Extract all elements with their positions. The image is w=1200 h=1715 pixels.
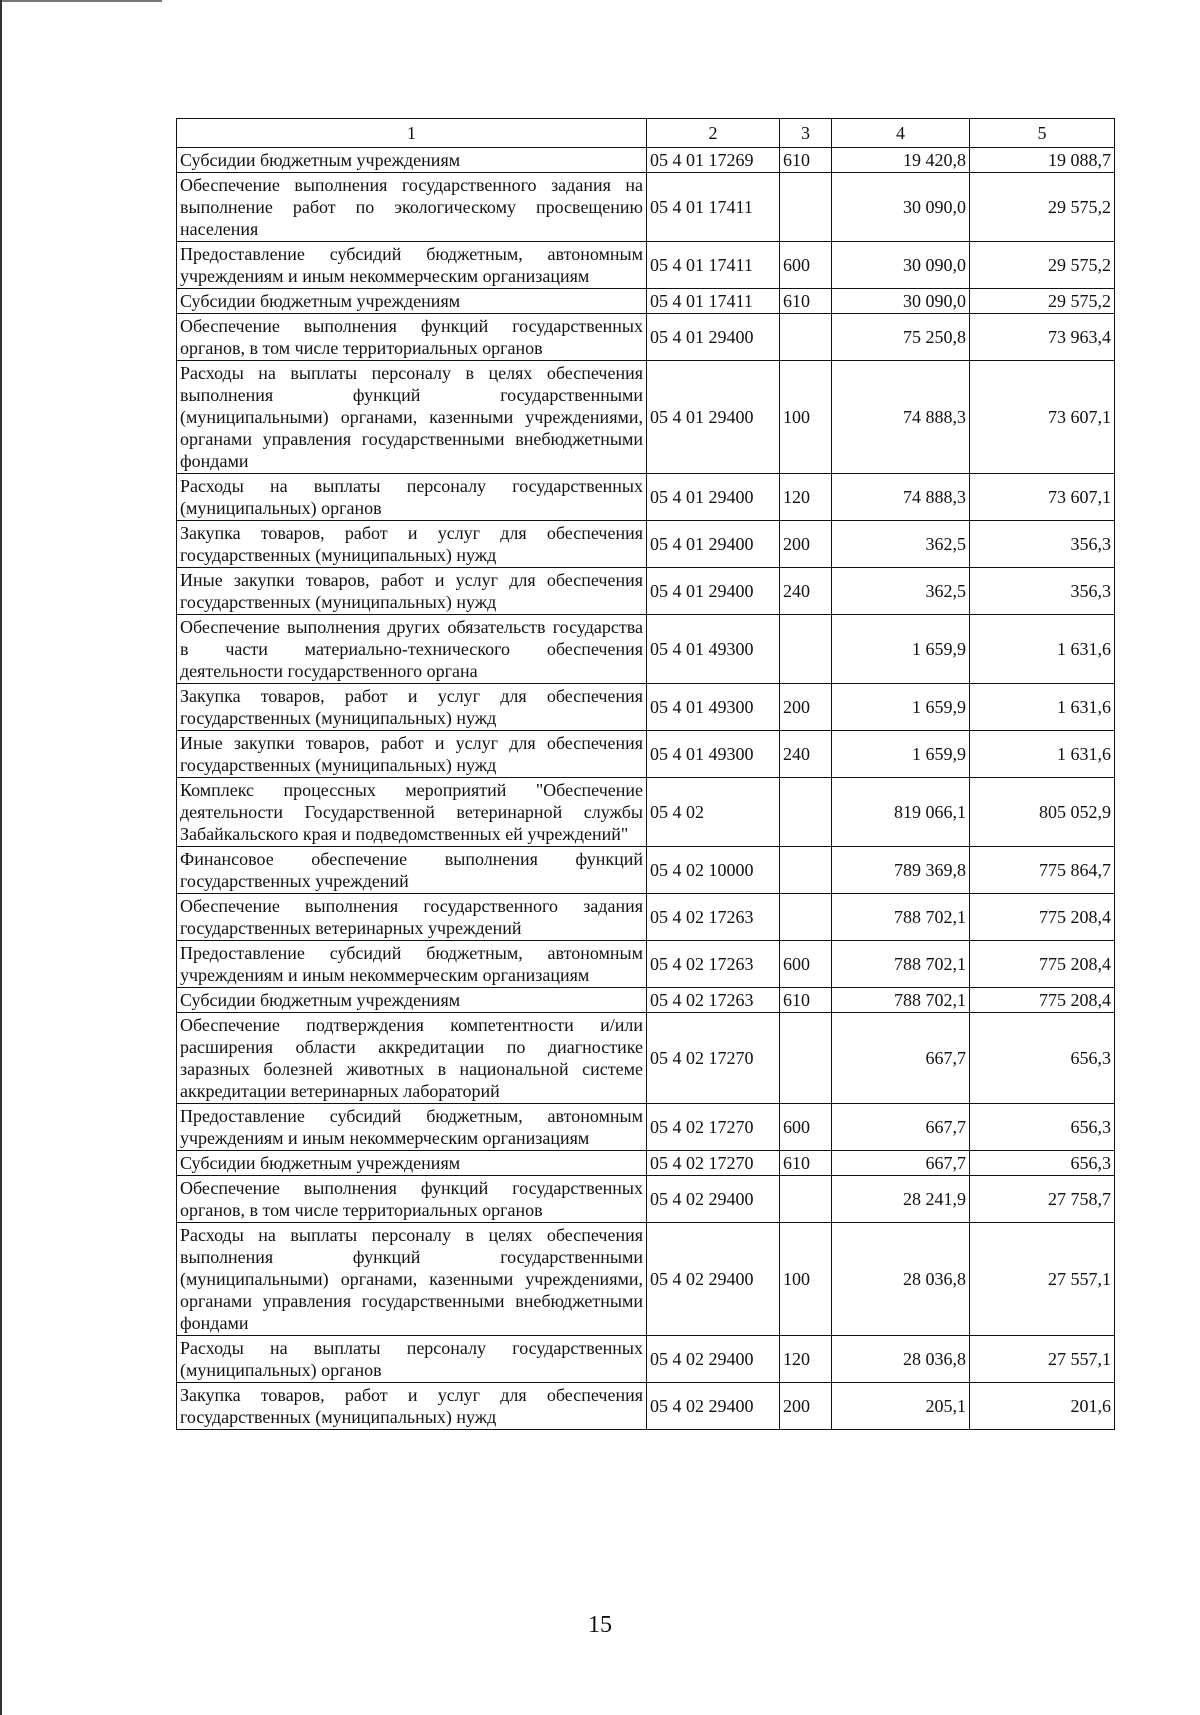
row-value-col5-cell: 1 631,6	[970, 615, 1115, 684]
column-header-1: 1	[177, 119, 647, 148]
row-value-col4-cell: 1 659,9	[832, 731, 970, 778]
row-name-cell: Комплекс процессных мероприятий "Обеспечение деятельности Государственной ветеринарной службы Забайкальского края и подведомственных ей учреждений"	[177, 778, 647, 847]
row-value-col5-cell: 29 575,2	[970, 173, 1115, 242]
row-name-cell: Предоставление субсидий бюджетным, автономным учреждениям и иным некоммерческим организациям	[177, 941, 647, 988]
row-expense-type-cell: 240	[780, 568, 832, 615]
row-name-cell: Иные закупки товаров, работ и услуг для обеспечения государственных (муниципальных) нужд	[177, 731, 647, 778]
table-row	[177, 148, 1115, 173]
row-code-cell: 05 4 02 29400	[647, 1383, 780, 1430]
scan-edge-line	[0, 0, 2, 1715]
table-row	[177, 1176, 1115, 1223]
row-code-cell: 05 4 01 29400	[647, 474, 780, 521]
row-expense-type-cell: 240	[780, 731, 832, 778]
row-value-col4-cell: 819 066,1	[832, 778, 970, 847]
table-row	[177, 521, 1115, 568]
row-code-cell: 05 4 02 29400	[647, 1336, 780, 1383]
row-expense-type-cell	[780, 314, 832, 361]
table-row	[177, 1336, 1115, 1383]
row-name-cell: Расходы на выплаты персоналу в целях обеспечения выполнения функций государственными (муниципальными) органами, казенными учреждениями, органами управления государственными внебюджетными фондами	[177, 361, 647, 474]
scan-edge-line-top	[2, 0, 162, 2]
row-value-col5-cell: 356,3	[970, 521, 1115, 568]
row-expense-type-cell: 200	[780, 684, 832, 731]
row-expense-type-cell	[780, 173, 832, 242]
row-expense-type-cell: 600	[780, 1104, 832, 1151]
row-expense-type-cell	[780, 847, 832, 894]
row-code-cell: 05 4 02 10000	[647, 847, 780, 894]
row-name-cell: Закупка товаров, работ и услуг для обеспечения государственных (муниципальных) нужд	[177, 521, 647, 568]
row-value-col4-cell: 667,7	[832, 1013, 970, 1104]
row-name-cell: Субсидии бюджетным учреждениям	[177, 289, 647, 314]
row-value-col5-cell: 1 631,6	[970, 684, 1115, 731]
row-value-col5-cell: 1 631,6	[970, 731, 1115, 778]
column-header-5: 5	[970, 119, 1115, 148]
row-value-col4-cell: 788 702,1	[832, 941, 970, 988]
row-name-cell: Субсидии бюджетным учреждениям	[177, 988, 647, 1013]
row-value-col4-cell: 74 888,3	[832, 361, 970, 474]
row-expense-type-cell: 200	[780, 1383, 832, 1430]
column-header-4: 4	[832, 119, 970, 148]
row-code-cell: 05 4 01 17411	[647, 242, 780, 289]
row-value-col5-cell: 19 088,7	[970, 148, 1115, 173]
row-name-cell: Предоставление субсидий бюджетным, автономным учреждениям и иным некоммерческим организациям	[177, 1104, 647, 1151]
row-value-col4-cell: 1 659,9	[832, 684, 970, 731]
row-value-col4-cell: 74 888,3	[832, 474, 970, 521]
row-value-col4-cell: 667,7	[832, 1104, 970, 1151]
row-value-col5-cell: 656,3	[970, 1104, 1115, 1151]
row-value-col4-cell: 28 241,9	[832, 1176, 970, 1223]
row-value-col4-cell: 28 036,8	[832, 1223, 970, 1336]
row-code-cell: 05 4 01 49300	[647, 684, 780, 731]
row-code-cell: 05 4 01 29400	[647, 521, 780, 568]
row-code-cell: 05 4 01 17269	[647, 148, 780, 173]
row-expense-type-cell: 610	[780, 148, 832, 173]
row-expense-type-cell	[780, 1013, 832, 1104]
row-name-cell: Финансовое обеспечение выполнения функций государственных учреждений	[177, 847, 647, 894]
page-number: 15	[588, 1612, 612, 1638]
row-name-cell: Субсидии бюджетным учреждениям	[177, 1151, 647, 1176]
table-row	[177, 474, 1115, 521]
table-row	[177, 615, 1115, 684]
row-value-col4-cell: 30 090,0	[832, 289, 970, 314]
row-value-col4-cell: 362,5	[832, 521, 970, 568]
row-value-col5-cell: 29 575,2	[970, 242, 1115, 289]
table-row	[177, 314, 1115, 361]
row-code-cell: 05 4 01 29400	[647, 361, 780, 474]
row-value-col4-cell: 30 090,0	[832, 242, 970, 289]
row-name-cell: Субсидии бюджетным учреждениям	[177, 148, 647, 173]
row-value-col5-cell: 656,3	[970, 1013, 1115, 1104]
row-value-col4-cell: 667,7	[832, 1151, 970, 1176]
row-name-cell: Расходы на выплаты персоналу государственных (муниципальных) органов	[177, 1336, 647, 1383]
row-value-col4-cell: 28 036,8	[832, 1336, 970, 1383]
row-value-col5-cell: 656,3	[970, 1151, 1115, 1176]
row-code-cell: 05 4 01 49300	[647, 615, 780, 684]
row-expense-type-cell: 610	[780, 988, 832, 1013]
table-row	[177, 988, 1115, 1013]
row-code-cell: 05 4 01 49300	[647, 731, 780, 778]
row-value-col4-cell: 788 702,1	[832, 988, 970, 1013]
table-row	[177, 894, 1115, 941]
row-expense-type-cell	[780, 615, 832, 684]
row-code-cell: 05 4 02 17263	[647, 894, 780, 941]
row-value-col5-cell: 356,3	[970, 568, 1115, 615]
row-name-cell: Обеспечение выполнения других обязательств государства в части материально-технического обеспечения деятельности государственного органа	[177, 615, 647, 684]
row-code-cell: 05 4 02 17263	[647, 941, 780, 988]
row-value-col4-cell: 30 090,0	[832, 173, 970, 242]
row-code-cell: 05 4 02	[647, 778, 780, 847]
row-value-col5-cell: 201,6	[970, 1383, 1115, 1430]
row-name-cell: Обеспечение подтверждения компетентности и/или расширения области аккредитации по диагностике заразных болезней животных в национальной системе аккредитации ветеринарных лабораторий	[177, 1013, 647, 1104]
row-name-cell: Обеспечение выполнения государственного задания на выполнение работ по экологическому просвещению населения	[177, 173, 647, 242]
table-row	[177, 684, 1115, 731]
row-value-col5-cell: 73 607,1	[970, 361, 1115, 474]
budget-table	[176, 118, 1115, 1430]
row-code-cell: 05 4 02 29400	[647, 1176, 780, 1223]
table-row	[177, 361, 1115, 474]
table-row	[177, 731, 1115, 778]
row-value-col5-cell: 27 758,7	[970, 1176, 1115, 1223]
row-expense-type-cell: 600	[780, 941, 832, 988]
row-expense-type-cell	[780, 1176, 832, 1223]
table-row	[177, 1383, 1115, 1430]
table-row	[177, 289, 1115, 314]
row-expense-type-cell: 200	[780, 521, 832, 568]
table-row	[177, 1013, 1115, 1104]
row-value-col5-cell: 775 208,4	[970, 941, 1115, 988]
table-row	[177, 1104, 1115, 1151]
row-code-cell: 05 4 01 17411	[647, 173, 780, 242]
row-value-col5-cell: 73 607,1	[970, 474, 1115, 521]
row-name-cell: Предоставление субсидий бюджетным, автономным учреждениям и иным некоммерческим организациям	[177, 242, 647, 289]
row-name-cell: Обеспечение выполнения государственного задания государственных ветеринарных учреждений	[177, 894, 647, 941]
row-value-col4-cell: 19 420,8	[832, 148, 970, 173]
row-name-cell: Закупка товаров, работ и услуг для обеспечения государственных (муниципальных) нужд	[177, 684, 647, 731]
row-expense-type-cell	[780, 778, 832, 847]
table-row	[177, 778, 1115, 847]
row-code-cell: 05 4 02 17263	[647, 988, 780, 1013]
row-expense-type-cell: 120	[780, 474, 832, 521]
row-name-cell: Иные закупки товаров, работ и услуг для обеспечения государственных (муниципальных) нужд	[177, 568, 647, 615]
row-name-cell: Обеспечение выполнения функций государственных органов, в том числе территориальных органов	[177, 1176, 647, 1223]
row-expense-type-cell: 610	[780, 289, 832, 314]
row-value-col4-cell: 205,1	[832, 1383, 970, 1430]
row-code-cell: 05 4 02 17270	[647, 1151, 780, 1176]
row-code-cell: 05 4 02 29400	[647, 1223, 780, 1336]
row-expense-type-cell: 100	[780, 1223, 832, 1336]
row-value-col5-cell: 27 557,1	[970, 1223, 1115, 1336]
column-header-2: 2	[647, 119, 780, 148]
row-expense-type-cell: 600	[780, 242, 832, 289]
row-code-cell: 05 4 01 17411	[647, 289, 780, 314]
row-code-cell: 05 4 02 17270	[647, 1104, 780, 1151]
row-expense-type-cell: 120	[780, 1336, 832, 1383]
row-value-col4-cell: 362,5	[832, 568, 970, 615]
row-value-col5-cell: 775 864,7	[970, 847, 1115, 894]
row-name-cell: Расходы на выплаты персоналу государственных (муниципальных) органов	[177, 474, 647, 521]
column-header-3: 3	[780, 119, 832, 148]
row-name-cell: Расходы на выплаты персоналу в целях обеспечения выполнения функций государственными (муниципальными) органами, казенными учреждениями, органами управления государственными внебюджетными фондами	[177, 1223, 647, 1336]
row-code-cell: 05 4 01 29400	[647, 568, 780, 615]
row-value-col5-cell: 805 052,9	[970, 778, 1115, 847]
row-value-col5-cell: 775 208,4	[970, 988, 1115, 1013]
table-body	[177, 148, 1115, 1430]
row-value-col5-cell: 73 963,4	[970, 314, 1115, 361]
row-value-col5-cell: 27 557,1	[970, 1336, 1115, 1383]
table-row	[177, 1151, 1115, 1176]
table-header-row	[177, 119, 1115, 148]
row-code-cell: 05 4 01 29400	[647, 314, 780, 361]
table-row	[177, 847, 1115, 894]
table-row	[177, 242, 1115, 289]
row-value-col5-cell: 29 575,2	[970, 289, 1115, 314]
row-expense-type-cell	[780, 894, 832, 941]
row-value-col4-cell: 1 659,9	[832, 615, 970, 684]
row-value-col5-cell: 775 208,4	[970, 894, 1115, 941]
table-row	[177, 568, 1115, 615]
table-row	[177, 173, 1115, 242]
row-value-col4-cell: 788 702,1	[832, 894, 970, 941]
row-name-cell: Обеспечение выполнения функций государственных органов, в том числе территориальных органов	[177, 314, 647, 361]
row-expense-type-cell: 610	[780, 1151, 832, 1176]
table-row	[177, 941, 1115, 988]
row-name-cell: Закупка товаров, работ и услуг для обеспечения государственных (муниципальных) нужд	[177, 1383, 647, 1430]
row-value-col4-cell: 75 250,8	[832, 314, 970, 361]
row-value-col4-cell: 789 369,8	[832, 847, 970, 894]
row-code-cell: 05 4 02 17270	[647, 1013, 780, 1104]
table-row	[177, 1223, 1115, 1336]
row-expense-type-cell: 100	[780, 361, 832, 474]
